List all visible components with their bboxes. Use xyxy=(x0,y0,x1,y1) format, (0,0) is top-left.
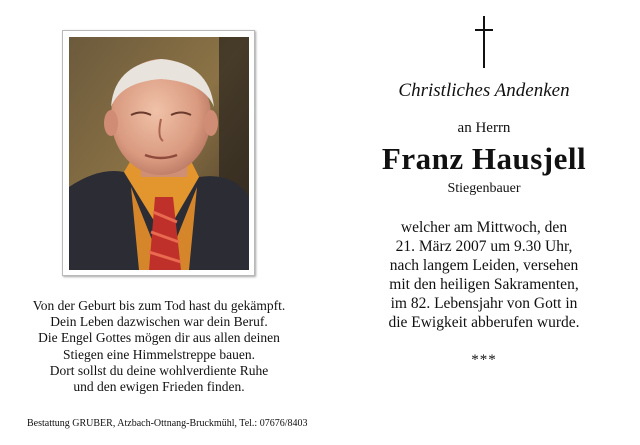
portrait-photo xyxy=(69,37,249,270)
deceased-name: Franz Hausjell xyxy=(381,141,587,176)
poem-line: Stiegen eine Himmelstreppe bauen. xyxy=(63,346,255,362)
memorial-poem xyxy=(14,298,304,395)
announcement-line: mit den heiligen Sakramenten, xyxy=(389,276,579,293)
poem-line: Dein Leben dazwischen war dein Beruf. xyxy=(50,314,268,330)
separator-stars: *** xyxy=(471,352,497,368)
announcement-line: im 82. Lebensjahr von Gott in xyxy=(390,295,578,312)
portrait-illustration xyxy=(69,37,249,270)
announcement-line: die Ewigkeit abberufen wurde. xyxy=(388,314,580,331)
announcement-line: welcher am Mittwoch, den xyxy=(400,219,568,236)
announcement-line: 21. März 2007 um 9.30 Uhr, xyxy=(395,238,573,255)
funeral-home-footer: Bestattung GRUBER, Atzbach-Ottnang-Bruckmühl, Tel.: 07676/8403 xyxy=(27,418,308,429)
poem-line: und den ewigen Frieden finden. xyxy=(73,379,245,395)
poem-line: Die Engel Gottes mögen dir aus allen deinen xyxy=(38,330,280,346)
deceased-occupation: Stiegenbauer xyxy=(447,181,521,196)
poem-line: Dort sollst du deine wohlverdiente Ruhe xyxy=(49,362,269,378)
card-heading: Christliches Andenken xyxy=(398,80,570,101)
an-herrn-label: an Herrn xyxy=(457,120,511,136)
poem-line: Von der Geburt bis zum Tod hast du gekämpft. xyxy=(32,298,286,313)
announcement-line: nach langem Leiden, versehen xyxy=(389,257,579,274)
cross-icon xyxy=(474,16,494,68)
death-announcement xyxy=(350,218,618,332)
portrait-photo-frame xyxy=(62,30,255,276)
